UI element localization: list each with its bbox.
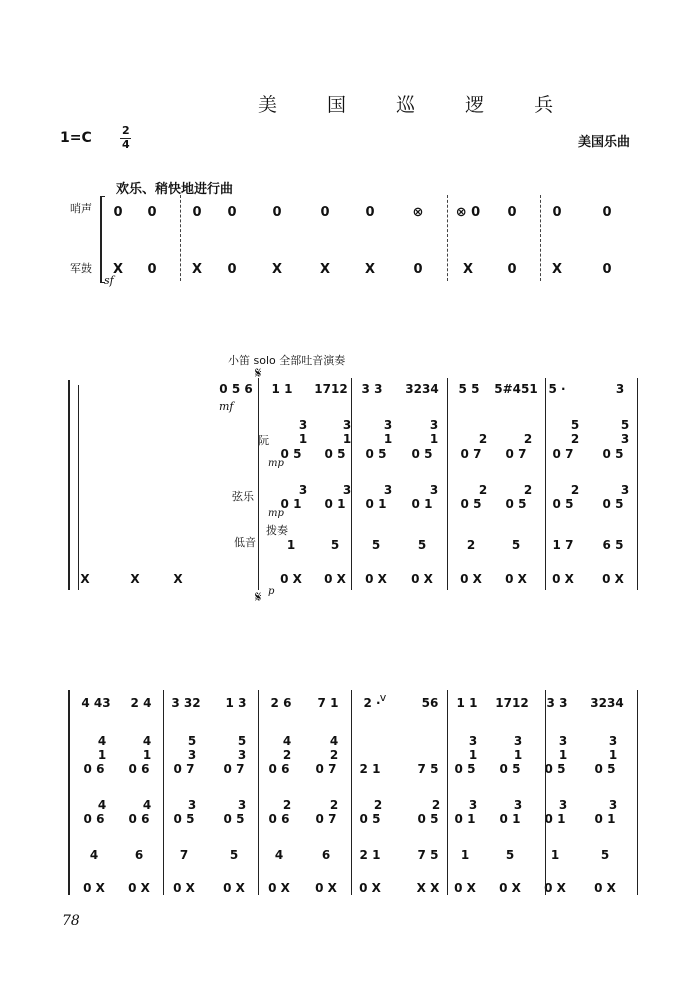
drum-note: X <box>462 262 474 277</box>
whistle-note: 0 <box>552 205 562 220</box>
ruan-top-note: 4 <box>329 734 339 748</box>
bass-note: 7 5 <box>417 848 439 862</box>
melody-note: 2 6 <box>270 696 292 710</box>
lead-drum-note: X <box>173 572 183 586</box>
ruan-mid-note: 2 <box>570 432 580 446</box>
dynamic-mp-strings: mp <box>268 508 284 519</box>
tempo-marking: 欢乐、稍快地进行曲 <box>116 182 234 197</box>
whistle-note: 0 <box>227 205 237 220</box>
drum-note: X <box>191 262 203 277</box>
drum-note: 0 X <box>223 881 245 895</box>
segno-bottom: 𝄋 <box>255 588 262 606</box>
ruan-bot-note: 0 7 <box>173 762 195 776</box>
ruan-bot-note: 0 7 <box>552 447 574 461</box>
str-top-note: 2 <box>478 483 488 497</box>
whistle-note: 0 <box>192 205 202 220</box>
str-bot-note: 0 1 <box>365 497 387 511</box>
ruan-mid-note: 2 <box>329 748 339 762</box>
lead-drum-note: X <box>80 572 90 586</box>
melody-note: 0 5 6 <box>219 382 253 396</box>
ruan-bot-note: 0 5 <box>280 447 302 461</box>
bass-note: 5 <box>371 538 381 552</box>
str-bot-note: 0 6 <box>268 812 290 826</box>
barline <box>163 690 164 895</box>
melody-note: 1712 <box>314 382 348 396</box>
drum-note: 0 X <box>83 881 105 895</box>
ruan-top-note: 3 <box>558 734 568 748</box>
drum-note: 0 <box>147 262 157 277</box>
ruan-bot-note: 0 6 <box>128 762 150 776</box>
ruan-bot-note: 0 5 <box>454 762 476 776</box>
bracket-bottom <box>100 282 105 283</box>
barline <box>258 690 259 895</box>
ruan-bot-note: 0 5 <box>602 447 624 461</box>
ruan-top-note: 5 <box>187 734 197 748</box>
str-bot-note: 0 5 <box>173 812 195 826</box>
whistle-note: 0 <box>507 205 517 220</box>
str-top-note: 2 <box>523 483 533 497</box>
drum-note: 0 X <box>454 881 476 895</box>
bass-note: 5 <box>600 848 610 862</box>
barline <box>351 690 352 895</box>
melody-note: 4 43 <box>81 696 111 710</box>
whistle-note: ⊗ <box>412 205 424 220</box>
str-bot-note: 0 6 <box>128 812 150 826</box>
str-bot-note: 0 1 <box>324 497 346 511</box>
ruan-mid-note: 1 <box>429 432 439 446</box>
bass-note: 6 <box>321 848 331 862</box>
ruan-top-note: 5 <box>570 418 580 432</box>
str-bot-note: 0 5 <box>460 497 482 511</box>
melody-note: 5#451 <box>494 382 538 396</box>
ruan-mid-note: 2 <box>478 432 488 446</box>
intro-barline-2 <box>447 195 448 281</box>
bass-note: 7 <box>179 848 189 862</box>
drum-note: X <box>271 262 283 277</box>
str-bot-note: 0 5 <box>552 497 574 511</box>
whistle-note: 0 <box>365 205 375 220</box>
ruan-top-note: 3 <box>468 734 478 748</box>
ruan-mid-note: 1 <box>97 748 107 762</box>
drum-note: X <box>551 262 563 277</box>
system2-bracket <box>68 380 70 590</box>
dynamic-sf: sf <box>104 274 114 287</box>
whistle-note: 0 <box>272 205 282 220</box>
str-top-note: 2 <box>570 483 580 497</box>
str-top-note: 3 <box>237 798 247 812</box>
bass-note: 6 <box>134 848 144 862</box>
ruan-mid-note: 1 <box>298 432 308 446</box>
bass-note: 1 <box>286 538 296 552</box>
whistle-note: 0 <box>113 205 123 220</box>
str-top-note: 3 <box>468 798 478 812</box>
ruan-mid-note: 1 <box>142 748 152 762</box>
bass-note: 1 <box>460 848 470 862</box>
drum-note: 0 X <box>365 572 387 586</box>
ruan-top-note: 3 <box>513 734 523 748</box>
bass-label: 低音 <box>234 536 256 549</box>
ruan-top-note: 5 <box>620 418 630 432</box>
whistle-note: 0 <box>320 205 330 220</box>
drum-note: 0 X <box>505 572 527 586</box>
str-top-note: 4 <box>97 798 107 812</box>
ruan-mid-note: 3 <box>620 432 630 446</box>
pizz-marking: 拨奏 <box>266 524 288 537</box>
composer-credit: 美国乐曲 <box>578 135 631 150</box>
drum-note: 0 <box>227 262 237 277</box>
intro-bracket <box>100 196 102 282</box>
str-bot-note: 0 1 <box>499 812 521 826</box>
drum-note: X <box>364 262 376 277</box>
ruan-bot-note: 0 5 <box>324 447 346 461</box>
ruan-bot-note: 2 1 <box>359 762 381 776</box>
drum-label: 军鼓 <box>70 262 92 275</box>
str-bot-note: 0 1 <box>280 497 302 511</box>
str-top-note: 2 <box>431 798 441 812</box>
str-bot-note: 0 5 <box>417 812 439 826</box>
dynamic-p: p <box>268 586 275 597</box>
str-top-note: 3 <box>429 483 439 497</box>
ruan-bot-note: 0 5 <box>411 447 433 461</box>
bass-note: 1 <box>550 848 560 862</box>
barline <box>447 690 448 895</box>
str-top-note: 3 <box>383 483 393 497</box>
time-signature-bottom: 4 <box>122 138 130 151</box>
melody-note: 3234 <box>405 382 439 396</box>
bass-note: 4 <box>89 848 99 862</box>
ruan-mid-note: 1 <box>558 748 568 762</box>
key-signature: 1=C <box>60 130 92 146</box>
whistle-note: 0 <box>147 205 157 220</box>
ruan-bot-note: 0 6 <box>268 762 290 776</box>
melody-note: 56 <box>421 696 439 710</box>
drum-note: 0 <box>507 262 517 277</box>
drum-note: 0 X <box>324 572 346 586</box>
drum-note: 0 X <box>128 881 150 895</box>
str-bot-note: 0 1 <box>411 497 433 511</box>
system3-bracket <box>68 690 70 895</box>
ruan-bot-note: 7 5 <box>417 762 439 776</box>
drum-note: 0 X <box>499 881 521 895</box>
drum-note: 0 X <box>552 572 574 586</box>
drum-note: 0 X <box>280 572 302 586</box>
bass-note: 1 7 <box>552 538 574 552</box>
barline <box>258 378 259 590</box>
solo-instruction: 小笛 solo 全部吐音演奏 <box>228 354 346 367</box>
str-bot-note: 0 5 <box>505 497 527 511</box>
drum-note: 0 X <box>173 881 195 895</box>
drum-note: X <box>112 262 124 277</box>
str-bot-note: 0 1 <box>544 812 566 826</box>
melody-note: 5 · <box>548 382 566 396</box>
melody-note: 2 · <box>363 696 381 710</box>
page-number: 78 <box>62 913 80 929</box>
str-top-note: 3 <box>342 483 352 497</box>
str-top-note: 3 <box>298 483 308 497</box>
str-top-note: 3 <box>513 798 523 812</box>
ruan-mid-note: 1 <box>342 432 352 446</box>
dynamic-mp-ruan: mp <box>268 458 284 469</box>
str-bot-note: 0 7 <box>315 812 337 826</box>
ruan-mid-note: 1 <box>513 748 523 762</box>
bass-note: 4 <box>274 848 284 862</box>
piece-title: 美 国 巡 逻 兵 <box>258 94 576 116</box>
ruan-bot-note: 0 5 <box>499 762 521 776</box>
ruan-mid-note: 2 <box>282 748 292 762</box>
ruan-top-note: 4 <box>142 734 152 748</box>
melody-note: 3234 <box>590 696 624 710</box>
system2-staffline <box>78 385 79 590</box>
intro-barline-3 <box>540 195 541 281</box>
melody-note: 3 <box>615 382 625 396</box>
str-bot-note: 0 6 <box>83 812 105 826</box>
whistle-label: 哨声 <box>70 202 92 215</box>
ruan-top-note: 3 <box>383 418 393 432</box>
bass-note: 5 <box>417 538 427 552</box>
bass-note: 2 1 <box>359 848 381 862</box>
lead-drum-note: X <box>130 572 140 586</box>
ruan-bot-note: 0 7 <box>505 447 527 461</box>
str-top-note: 3 <box>608 798 618 812</box>
ruan-top-note: 3 <box>342 418 352 432</box>
breath-mark: v <box>379 691 387 704</box>
ruan-bot-note: 0 7 <box>223 762 245 776</box>
drum-note: X X <box>416 881 440 895</box>
drum-note: 0 X <box>268 881 290 895</box>
ruan-bot-note: 0 7 <box>460 447 482 461</box>
bass-note: 5 <box>330 538 340 552</box>
str-top-note: 2 <box>282 798 292 812</box>
ruan-mid-note: 2 <box>523 432 533 446</box>
bass-note: 2 <box>466 538 476 552</box>
melody-note: 5 5 <box>458 382 480 396</box>
melody-note: 3 32 <box>171 696 201 710</box>
ruan-mid-note: 1 <box>468 748 478 762</box>
ruan-bot-note: 0 6 <box>83 762 105 776</box>
ruan-mid-note: 1 <box>608 748 618 762</box>
whistle-note: ⊗ 0 <box>455 205 481 220</box>
melody-note: 3 3 <box>546 696 568 710</box>
bass-note: 6 5 <box>602 538 624 552</box>
strings-label: 弦乐 <box>232 490 254 503</box>
ruan-top-note: 3 <box>298 418 308 432</box>
melody-note: 1 3 <box>225 696 247 710</box>
str-top-note: 2 <box>329 798 339 812</box>
barline <box>545 378 546 590</box>
str-bot-note: 0 5 <box>223 812 245 826</box>
intro-barline-1 <box>180 195 181 281</box>
ruan-bot-note: 0 5 <box>544 762 566 776</box>
drum-note: X <box>319 262 331 277</box>
str-bot-note: 0 5 <box>359 812 381 826</box>
ruan-mid-note: 3 <box>237 748 247 762</box>
str-bot-note: 0 1 <box>454 812 476 826</box>
barline <box>545 690 546 895</box>
ruan-bot-note: 0 5 <box>594 762 616 776</box>
melody-note: 2 4 <box>130 696 152 710</box>
ruan-mid-note: 3 <box>187 748 197 762</box>
drum-note: 0 X <box>411 572 433 586</box>
bass-note: 5 <box>511 538 521 552</box>
barline <box>351 378 352 590</box>
melody-note: 1 1 <box>456 696 478 710</box>
barline <box>447 378 448 590</box>
drum-note: 0 X <box>460 572 482 586</box>
drum-note: 0 <box>602 262 612 277</box>
ruan-top-note: 4 <box>97 734 107 748</box>
bass-note: 5 <box>505 848 515 862</box>
bracket-top <box>100 196 105 197</box>
ruan-mid-note: 1 <box>383 432 393 446</box>
barline-end <box>637 378 638 590</box>
ruan-label: 阮 <box>258 434 269 447</box>
str-top-note: 3 <box>187 798 197 812</box>
str-top-note: 3 <box>558 798 568 812</box>
time-signature-top: 2 <box>122 124 130 137</box>
str-top-note: 4 <box>142 798 152 812</box>
drum-note: 0 <box>413 262 423 277</box>
bass-note: 5 <box>229 848 239 862</box>
drum-note: 0 X <box>359 881 381 895</box>
str-bot-note: 0 1 <box>594 812 616 826</box>
drum-note: 0 X <box>602 572 624 586</box>
ruan-top-note: 5 <box>237 734 247 748</box>
ruan-top-note: 4 <box>282 734 292 748</box>
melody-note: 1712 <box>495 696 529 710</box>
melody-note: 1 1 <box>271 382 293 396</box>
segno-top: 𝄋 <box>255 364 262 382</box>
dynamic-mf: mf <box>219 400 234 413</box>
drum-note: 0 X <box>544 881 566 895</box>
str-top-note: 3 <box>620 483 630 497</box>
ruan-bot-note: 0 7 <box>315 762 337 776</box>
barline-end <box>637 690 638 895</box>
melody-note: 3 3 <box>361 382 383 396</box>
melody-note: 7 1 <box>317 696 339 710</box>
whistle-note: 0 <box>602 205 612 220</box>
str-bot-note: 0 5 <box>602 497 624 511</box>
str-top-note: 2 <box>373 798 383 812</box>
ruan-top-note: 3 <box>429 418 439 432</box>
drum-note: 0 X <box>594 881 616 895</box>
drum-note: 0 X <box>315 881 337 895</box>
ruan-top-note: 3 <box>608 734 618 748</box>
ruan-bot-note: 0 5 <box>365 447 387 461</box>
